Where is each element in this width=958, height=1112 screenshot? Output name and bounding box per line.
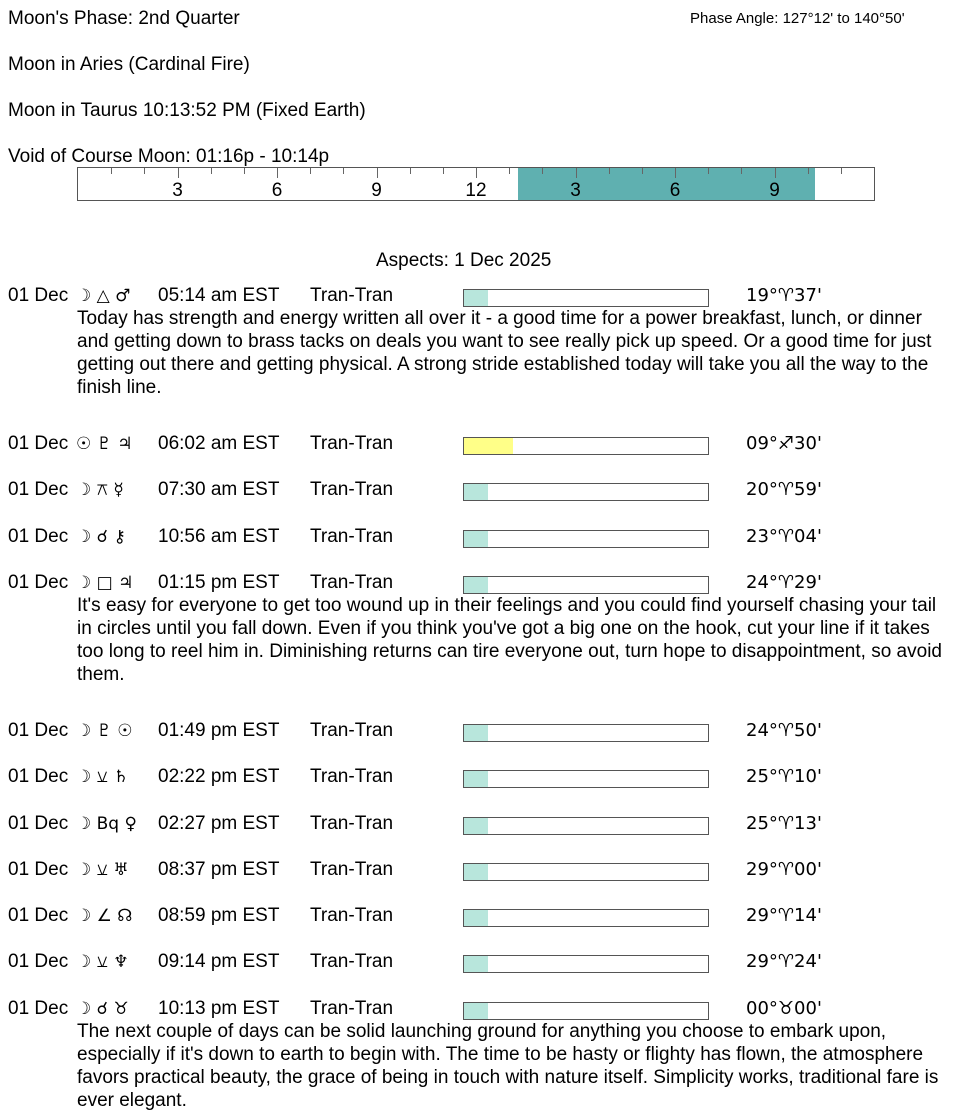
aspect-strength-bar [463,863,709,881]
timeline-tick [708,168,709,174]
aspect-row[interactable] [0,951,958,975]
aspect-strength-bar [463,289,709,307]
aspect-date: 01 Dec [8,812,69,834]
timeline-tick [808,168,809,174]
aspect-type: Tran-Tran [310,812,394,834]
timeline-tick [111,168,112,174]
aspect-glyph: ☽ ♇ ☉ [76,720,133,741]
aspect-date: 01 Dec [8,719,69,741]
aspect-position: 29°♈00' [746,858,822,880]
aspect-row[interactable] [0,479,958,503]
aspect-time: 02:27 pm EST [158,812,280,834]
aspect-strength-bar [463,770,709,788]
aspect-strength-bar [463,909,709,927]
phase-angle: Phase Angle: 127°12' to 140°50' [690,10,905,27]
aspect-date: 01 Dec [8,858,69,880]
aspect-row[interactable] [0,526,958,550]
aspect-row[interactable] [0,285,958,309]
timeline-tick [576,168,577,178]
aspect-time: 07:30 am EST [158,479,280,501]
aspect-time: 08:59 pm EST [158,905,280,927]
aspect-date: 01 Dec [8,905,69,927]
aspect-time: 08:37 pm EST [158,858,280,880]
timeline-tick [675,168,676,178]
aspect-type: Tran-Tran [310,997,394,1019]
aspect-position: 20°♈59' [746,479,822,501]
aspect-time: 10:56 am EST [158,525,280,547]
aspect-strength-bar [463,955,709,973]
aspect-glyph: ☉ ♇ ♃ [76,434,133,454]
aspect-strength-bar [463,530,709,548]
timeline-tick [377,168,378,178]
aspect-description: Today has strength and energy written all over it - a good time for a power breakfast, lunch, or dinner and getting down to brass tacks on deals you want to see really pick up speed. Or a good time for just getting out there and getting physical. A strong stride established today will take you all the way to the finish line. [77,308,932,398]
timeline-hour-label: 9 [769,180,780,201]
timeline-tick [775,168,776,178]
aspect-glyph: ☽ ☌ ♉ [76,998,129,1019]
aspect-position: 24°♈29' [746,571,822,593]
aspect-glyph: ☽ ⚻ ☿ [76,480,124,501]
timeline-tick [542,168,543,174]
aspect-position: 24°♈50' [746,719,822,741]
aspect-description: It's easy for everyone to get too wound up in their feelings and you could find yourself chasing your tail in circles until you fall down. Even if you think you've got a big one on the hook, cut your line if it takes too long to reel him in. Diminishing returns can tire everyone out, turn hope to disappointment, so avoid them. [77,594,942,685]
aspect-position: 25°♈13' [746,812,822,834]
aspect-glyph: ☽ ∠ ☊ [76,906,133,927]
aspect-strength-fill [464,818,488,834]
aspect-strength-bar [463,1002,709,1020]
aspect-position: 23°♈04' [746,525,822,547]
timeline-hour-label: 3 [172,180,183,201]
aspect-strength-fill [464,438,513,454]
timeline-tick [609,168,610,174]
timeline-tick [741,168,742,174]
timeline-tick [211,168,212,174]
aspect-date: 01 Dec [8,766,69,788]
aspect-position: 25°♈10' [746,766,822,788]
timeline-tick [277,168,278,178]
timeline-tick [310,168,311,174]
aspect-strength-fill [464,864,488,880]
aspect-row[interactable] [0,720,958,744]
aspect-description: The next couple of days can be solid launching ground for anything you choose to embark upon, especially if it's down to earth to begin with. The time to be hasty or flighty has flown, the atmosphere favors practical beauty, the grace of being in touch with nature itself. Simplicity works, traditional fare is ever elegant. [77,1020,939,1111]
aspects-title: Aspects: 1 Dec 2025 [376,250,552,271]
moon-phase: Moon's Phase: 2nd Quarter [8,8,240,29]
timeline-tick [178,168,179,178]
aspect-position: 09°♐30' [746,433,822,454]
timeline-tick [443,168,444,174]
aspect-row[interactable] [0,433,958,457]
timeline-hour-label: 12 [465,180,487,201]
aspect-row[interactable] [0,572,958,596]
timeline-tick [244,168,245,174]
aspect-row[interactable] [0,905,958,929]
timeline-tick [509,168,510,174]
aspect-strength-fill [464,531,488,547]
aspect-position: 29°♈14' [746,905,822,927]
timeline-tick [642,168,643,174]
void-of-course-timeline [77,167,875,201]
aspect-date: 01 Dec [8,525,69,547]
aspect-glyph: ☽ ⚺ ♄ [76,767,129,788]
aspect-type: Tran-Tran [310,858,394,880]
aspect-type: Tran-Tran [310,525,394,547]
aspect-time: 01:49 pm EST [158,719,280,741]
aspect-type: Tran-Tran [310,433,394,454]
aspect-strength-bar [463,724,709,742]
aspect-time: 06:02 am EST [158,433,280,454]
aspect-strength-bar [463,437,709,455]
aspect-strength-fill [464,290,488,306]
aspect-time: 01:15 pm EST [158,571,280,593]
aspect-glyph: ☽ ⚺ ♆ [76,952,129,973]
moon-sign-taurus: Moon in Taurus 10:13:52 PM (Fixed Earth) [8,100,366,121]
aspect-strength-fill [464,910,488,926]
aspect-type: Tran-Tran [310,951,394,973]
aspect-row[interactable] [0,813,958,837]
aspect-time: 02:22 pm EST [158,766,280,788]
timeline-hour-label: 9 [371,180,382,201]
moon-sign-aries: Moon in Aries (Cardinal Fire) [8,54,250,75]
timeline-tick [476,168,477,178]
aspect-type: Tran-Tran [310,479,394,501]
aspect-strength-fill [464,1003,488,1019]
aspect-row[interactable] [0,859,958,883]
aspect-glyph: ☽ △ ♂ [76,286,131,306]
aspect-time: 10:13 pm EST [158,997,280,1019]
aspect-strength-bar [463,576,709,594]
timeline-hour-label: 6 [271,180,283,201]
aspect-strength-fill [464,956,488,972]
aspect-date: 01 Dec [8,479,69,501]
aspect-type: Tran-Tran [310,905,394,927]
aspect-strength-bar [463,817,709,835]
aspect-type: Tran-Tran [310,719,394,741]
aspect-position: 00°♉00' [746,997,822,1019]
timeline-hour-label: 6 [669,180,681,201]
aspect-type: Tran-Tran [310,571,394,593]
timeline-tick [343,168,344,174]
timeline-tick [841,168,842,174]
timeline-hour-label: 3 [570,180,581,201]
aspect-strength-fill [464,577,488,593]
aspect-position: 19°♈37' [746,285,822,306]
aspect-date: 01 Dec [8,997,69,1019]
aspect-type: Tran-Tran [310,285,394,306]
aspect-glyph: ☽ ☌ ⚷ [76,526,126,547]
aspect-row[interactable] [0,998,958,1022]
aspect-strength-fill [464,771,488,787]
aspect-date: 01 Dec [8,571,69,593]
aspect-date: 01 Dec [8,285,69,306]
aspect-time: 09:14 pm EST [158,951,280,973]
aspect-strength-bar [463,483,709,501]
aspect-strength-fill [464,725,488,741]
aspect-glyph: ☽ □ ♃ [76,572,134,593]
void-of-course: Void of Course Moon: 01:16p - 10:14p [8,146,330,167]
aspect-strength-fill [464,484,488,500]
aspect-type: Tran-Tran [310,766,394,788]
aspect-date: 01 Dec [8,951,69,973]
aspect-glyph: ☽ ⚺ ♅ [76,859,129,880]
aspect-date: 01 Dec [8,433,69,454]
timeline-tick [144,168,145,174]
aspect-position: 29°♈24' [746,951,822,973]
aspect-time: 05:14 am EST [158,285,280,306]
aspect-row[interactable] [0,766,958,790]
timeline-tick [410,168,411,174]
aspect-glyph: ☽ Bq ♀ [76,813,137,834]
